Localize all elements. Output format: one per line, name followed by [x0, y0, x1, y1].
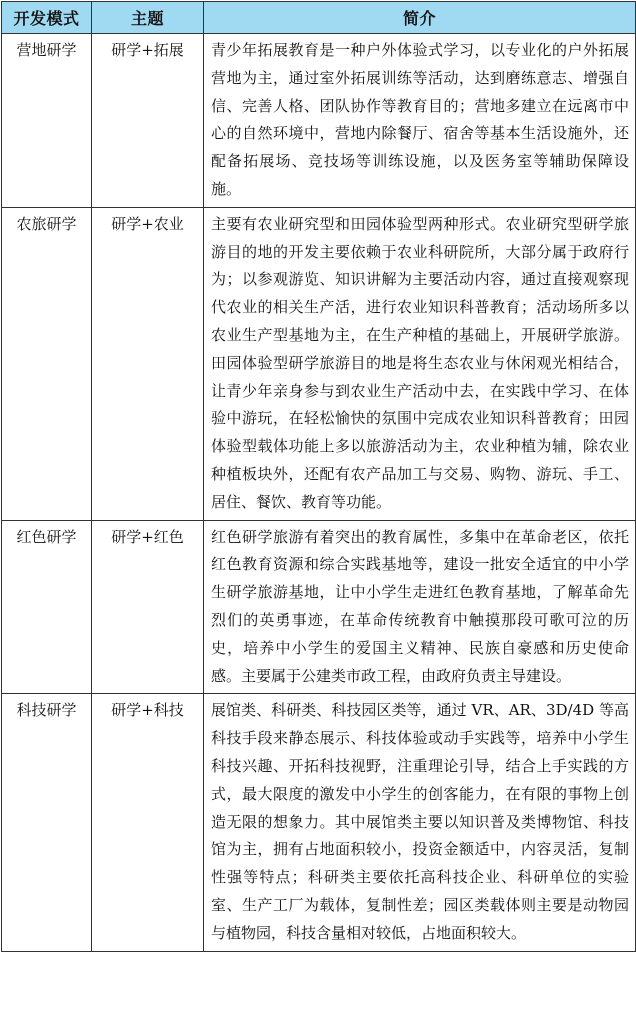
- description-cell: 展馆类、科研类、科技园区类等，通过 VR、AR、3D/4D 等高科技手段来静态展示、科技体验或动手实践等，培养中小学生科技兴趣、开拓科技视野，注重理论引导，结合上手实践的方式，最大限度的激发中小学生的创客能力，在有限的事物上创造无限的想象力。其中展馆类主要以知识普及类博物馆、科技馆为主，拥有占地面积较小，投资金额适中，内容灵活，复制性强等特点；科研类主要依托高科技企业、科研单位的实验室、生产工厂为载体，复制性差；园区类载体则主要是动物园与植物园，科技含量相对较低，占地面积较大。: [204, 694, 636, 951]
- development-modes-table: [1, 1, 636, 952]
- table-row: [2, 520, 636, 694]
- table-row: [2, 694, 636, 951]
- header-description: 简介: [204, 2, 636, 34]
- description-cell: 主要有农业研究型和田园体验型两种形式。农业研究型研学旅游目的地的开发主要依赖于农业科研院所，大部分属于政府行为；以参观游览、知识讲解为主要活动内容，通过直接观察现代农业的相关生产活，进行农业知识科普教育；活动场所多以农业生产型基地为主，在生产种植的基础上，开展研学旅游。田园体验型研学旅游目的地是将生态农业与休闲观光相结合，让青少年亲身参与到农业生产活动中去，在实践中学习、在体验中游玩，在轻松愉快的氛围中完成农业知识科普教育；田园体验型载体功能上多以旅游活动为主，农业种植为辅，除农业种植板块外，还配有农产品加工与交易、购物、游玩、手工、居住、餐饮、教育等功能。: [204, 207, 636, 520]
- theme-cell: 研学+红色: [92, 520, 204, 694]
- mode-cell: 营地研学: [2, 34, 92, 208]
- mode-cell: 科技研学: [2, 694, 92, 951]
- theme-cell: 研学+农业: [92, 207, 204, 520]
- description-cell: 青少年拓展教育是一种户外体验式学习，以专业化的户外拓展营地为主，通过室外拓展训练等活动，达到磨练意志、增强自信、完善人格、团队协作等教育目的；营地多建立在远离市中心的自然环境中，营地内除餐厅、宿舍等基本生活设施外，还配备拓展场、竞技场等训练设施，以及医务室等辅助保障设施。: [204, 34, 636, 208]
- header-theme: 主题: [92, 2, 204, 34]
- header-mode: 开发模式: [2, 2, 92, 34]
- table-row: [2, 34, 636, 208]
- theme-cell: 研学+拓展: [92, 34, 204, 208]
- mode-cell: 红色研学: [2, 520, 92, 694]
- header-row: [2, 2, 636, 34]
- table-row: [2, 207, 636, 520]
- mode-cell: 农旅研学: [2, 207, 92, 520]
- description-cell: 红色研学旅游有着突出的教育属性，多集中在革命老区，依托红色教育资源和综合实践基地等，建设一批安全适宜的中小学生研学旅游基地，让中小学生走进红色教育基地，了解革命先烈们的英勇事迹，在革命传统教育中触摸那段可歌可泣的历史，培养中小学生的爱国主义精神、民族自豪感和历史使命感。主要属于公建类市政工程，由政府负责主导建设。: [204, 520, 636, 694]
- theme-cell: 研学+科技: [92, 694, 204, 951]
